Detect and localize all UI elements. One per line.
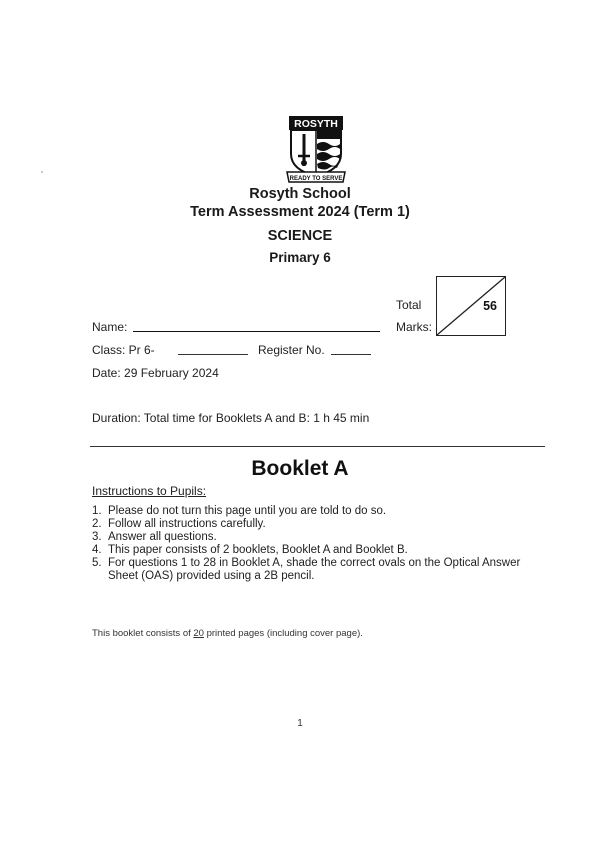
page-count-note: This booklet consists of 20 printed pages (including cover page). (92, 628, 363, 639)
school-crest (285, 114, 347, 184)
assessment-title: Term Assessment 2024 (Term 1) (190, 204, 410, 220)
class-field[interactable] (178, 354, 248, 355)
subject-title: SCIENCE (267, 228, 333, 244)
school-name: Rosyth School (249, 186, 351, 202)
instruction-item: 3. Answer all questions. (92, 531, 217, 543)
register-field[interactable] (331, 354, 371, 355)
scan-speck (41, 171, 43, 173)
name-field[interactable] (133, 331, 380, 332)
total-marks-value: 56 (483, 299, 497, 313)
instruction-item: 4. This paper consists of 2 booklets, Booklet A and Booklet B. (92, 544, 408, 556)
marks-label: Marks: (396, 320, 432, 334)
section-divider (90, 446, 545, 447)
crest-icon (285, 114, 347, 184)
page-number: 1 (297, 718, 303, 729)
total-marks-box (436, 276, 506, 336)
date-label: Date: 29 February 2024 (92, 366, 219, 380)
duration-text: Duration: Total time for Booklets A and B: 1 h 45 min (92, 411, 370, 425)
instructions-list (92, 505, 553, 583)
instructions-heading: Instructions to Pupils: (92, 484, 207, 498)
name-label: Name: (92, 320, 128, 334)
level-title: Primary 6 (269, 250, 331, 265)
class-label: Class: Pr 6- (92, 343, 155, 357)
booklet-title: Booklet A (251, 457, 349, 480)
svg-text:ROSYTH: ROSYTH (294, 118, 338, 130)
svg-text:READY TO SERVE: READY TO SERVE (289, 176, 343, 182)
page-count: 20 (193, 628, 204, 639)
instruction-item: 2. Follow all instructions carefully. (92, 518, 266, 530)
instruction-item: 1. Please do not turn this page until you are told to do so. (92, 505, 387, 517)
total-label: Total (396, 298, 422, 312)
instruction-item: 5. For questions 1 to 28 in Booklet A, shade the correct ovals on the Optical Answer Sheet (OAS) provided using a 2B pencil. (92, 557, 521, 582)
register-label: Register No. (258, 343, 325, 357)
